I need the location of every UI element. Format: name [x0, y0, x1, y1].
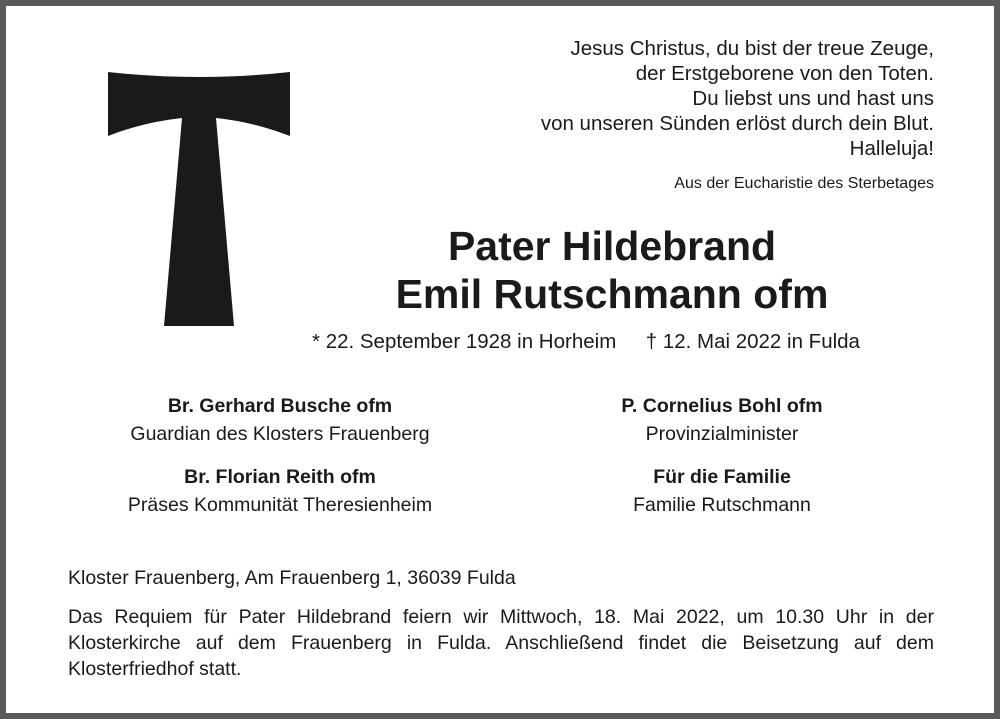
verse-line: Du liebst uns und hast uns [692, 87, 934, 110]
death-symbol: † [645, 330, 658, 353]
signatory-title: Präses Kommunität Theresienheim [127, 494, 433, 516]
signatory-name: Für die Familie [653, 466, 791, 488]
name-line-1: Pater Hildebrand [447, 223, 777, 269]
deceased-name [302, 222, 922, 318]
address: Kloster Frauenberg, Am Frauenberg 1, 36039 Fulda [68, 567, 516, 589]
signatory-title: Provinzialminister [645, 423, 799, 445]
signatory-name: P. Cornelius Bohl ofm [621, 395, 823, 417]
requiem-notice: Das Requiem für Pater Hildebrand feiern wir Mittwoch, 18. Mai 2022, um 10.30 Uhr in der Klosterkirche auf dem Frauenberg in Fulda. Anschließend findet die Beisetzung auf dem Klosterfriedhof statt. [68, 606, 934, 680]
signatory-name: Br. Gerhard Busche ofm [167, 395, 393, 417]
verse-line: Jesus Christus, du bist der treue Zeuge, [570, 37, 934, 60]
birth-symbol: * [312, 330, 320, 353]
tau-cross-icon [104, 70, 294, 326]
signature-block [70, 392, 490, 448]
life-dates [312, 330, 860, 354]
verse-line: der Erstgeborene von den Toten. [635, 62, 934, 85]
name-line-2: Emil Rutschmann ofm [395, 271, 829, 317]
verse-line: Halleluja! [849, 137, 934, 160]
signatory-title: Guardian des Klosters Frauenberg [130, 423, 430, 445]
signature-block [70, 463, 490, 519]
signature-block [512, 392, 932, 448]
signatory-name: Br. Florian Reith ofm [184, 466, 376, 488]
verse-source: Aus der Eucharistie des Sterbetages [674, 175, 934, 192]
bible-verse [541, 36, 934, 161]
signature-block [512, 463, 932, 519]
death-date: 12. Mai 2022 in Fulda [662, 330, 860, 353]
verse-line: von unseren Sünden erlöst durch dein Blut. [540, 112, 934, 135]
birth-date: 22. September 1928 in Horheim [325, 330, 617, 353]
signatory-title: Familie Rutschmann [633, 494, 811, 516]
